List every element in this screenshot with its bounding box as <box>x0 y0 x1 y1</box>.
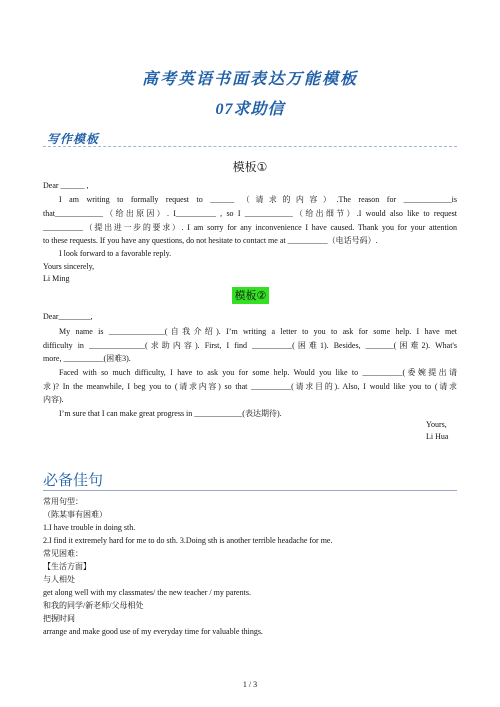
template-2-label: 模板② <box>232 287 269 304</box>
template-1-line-5: I look forward to a favorable reply. <box>59 249 172 258</box>
section-divider <box>43 146 457 147</box>
time-management-english: arrange and make good use of my everyday time for valuable things. <box>43 627 263 636</box>
template-1-closing: Yours sincerely, <box>43 262 95 271</box>
template-2-salutation: Dear________, <box>43 312 93 321</box>
get-along-chinese: 与人相处 <box>43 575 75 584</box>
get-along-chinese-detail: 和我的同学/新老师/父母相处 <box>43 601 144 610</box>
template-2-line-6: 内容). <box>43 395 64 404</box>
template-1-label: 模板① <box>232 160 268 174</box>
template-2-line-3: more, __________(困难3). <box>43 354 131 363</box>
template-1-signature: Li Ming <box>43 274 70 283</box>
essential-sentences-heading: 必备佳句 <box>43 471 104 489</box>
template-1-salutation: Dear ______ , <box>43 181 89 190</box>
get-along-english: get along well with my classmates/ the new teacher / my parents. <box>43 588 251 597</box>
common-patterns-label: 常用句型： <box>43 497 83 506</box>
template-2-line-4: Faced with so much difficulty, I have to ask you for some help. Would you like to __________(委婉提出请 <box>59 368 457 377</box>
sentence-1: 1.I have trouble in doing sth. <box>43 523 136 532</box>
template-1-line-4: to these requests. If you have any questions, do not hesitate to contact me at __________（电话号码）. <box>43 236 378 245</box>
template-1-line-1: I am writing to formally request to ______ （请求的内容）.The reason for ____________is <box>59 195 457 204</box>
template-1-line-3: __________（提出进一步的要求）. I am sorry for any inconvenience I have caused. Thank you for your attention <box>43 223 457 232</box>
sentence-2-3: 2.I find it extremely hard for me to do sth. 3.Doing sth is another terrible headache for me. <box>43 536 333 545</box>
essential-sentences-divider <box>43 490 457 491</box>
template-2-signature: Li Hua <box>426 432 449 441</box>
template-2-closing: Yours, <box>426 420 447 429</box>
document-title: 高考英语书面表达万能模板 <box>141 71 358 88</box>
life-aspect-heading: 【生活方面】 <box>43 562 91 571</box>
template-2-line-7: I’m sure that I can make great progress in ____________(表达期待). <box>59 409 282 418</box>
document-subtitle: 07求助信 <box>215 101 285 118</box>
section-heading-writing-template: 写作模板 <box>47 132 100 146</box>
template-2-line-2: difficulty in ______________(求助内容). First, I find __________(困难1). Besides, _______(困难2). What's <box>43 341 457 350</box>
time-management-chinese: 把握时间 <box>43 614 75 623</box>
page-number: 1 / 3 <box>242 680 258 689</box>
common-patterns-note: （陈某事有困难） <box>43 510 107 519</box>
template-2-line-1: My name is ______________(自我介绍). I’m writing a letter to you to ask for some help. I have met <box>59 327 457 336</box>
template-2-line-5: 求)? In the meanwhile, I beg you to (请求内容) so that __________(请求目的). Also, I would like you to (请求 <box>43 382 457 391</box>
common-difficulties-label: 常见困难： <box>43 549 83 558</box>
template-1-line-2: that____________（给出原因）. I__________ , so I ____________（给出细节）.I would also like to request <box>43 209 457 218</box>
